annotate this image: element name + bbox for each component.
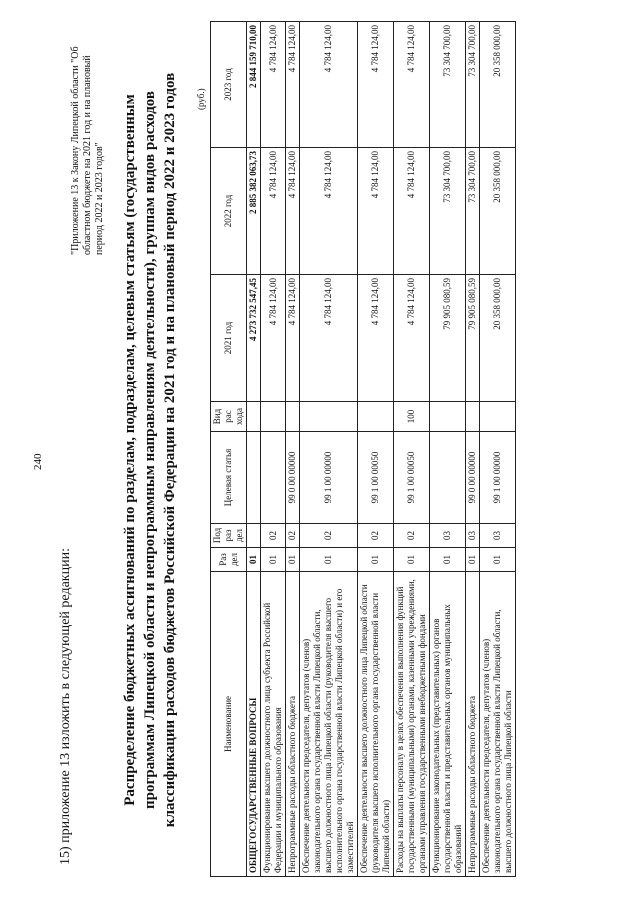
cell-expense-type: 100 xyxy=(394,402,430,432)
cell-target: 99 1 00 00000 xyxy=(300,432,358,524)
cell-name: Функционирование высшего должностного лица субъекта Российской Федерации и муниципального образования xyxy=(261,572,286,877)
cell-expense-type xyxy=(261,402,286,432)
cell-subsection: 02 xyxy=(358,524,394,548)
cell-section: 01 xyxy=(286,548,300,572)
budget-table xyxy=(210,21,516,877)
table-header-row xyxy=(211,22,247,877)
cell-y2022: 4 784 124,00 xyxy=(286,148,300,275)
cell-y2021: 79 905 080,59 xyxy=(466,275,480,402)
cell-y2023: 4 784 124,00 xyxy=(286,22,300,148)
cell-y2023: 4 784 124,00 xyxy=(394,22,430,148)
cell-y2023: 73 304 700,00 xyxy=(466,22,480,148)
table-row xyxy=(247,22,261,877)
cell-subsection xyxy=(247,524,261,548)
appendix-note: "Приложение 13 к Закону Липецкой области "Об областном бюджете на 2021 год и на плановый период 2022 и 2023 годов" xyxy=(70,46,105,255)
cell-y2021: 20 358 000,00 xyxy=(480,275,516,402)
cell-y2022: 4 784 124,00 xyxy=(261,148,286,275)
cell-name: Расходы на выплаты персоналу в целях обеспечения выполнения функций государственными (муниципальными) органами, казенными учреждениями, органами управления государственными внебюджетными фондами xyxy=(394,572,430,877)
cell-name: Функционирование законодательных (представительных) органов государственной власти и представительных органов муниципальных образований xyxy=(430,572,466,877)
table-row xyxy=(394,22,430,877)
cell-target: 99 1 00 00050 xyxy=(358,432,394,524)
cell-name: Обеспечение деятельности высшего должностного лица Липецкой области (руководителя высшего исполнительного органа государственной власти Липецкой области) xyxy=(358,572,394,877)
cell-section: 01 xyxy=(394,548,430,572)
cell-name: ОБЩЕГОСУДАРСТВЕННЫЕ ВОПРОСЫ xyxy=(247,572,261,877)
cell-expense-type xyxy=(358,402,394,432)
cell-target xyxy=(261,432,286,524)
cell-y2022: 2 885 382 063,73 xyxy=(247,148,261,275)
table-row xyxy=(480,22,516,877)
table-row xyxy=(261,22,286,877)
page-number: 240 xyxy=(32,453,44,470)
header-target: Целевая статья xyxy=(211,432,247,524)
cell-subsection: 02 xyxy=(394,524,430,548)
cell-y2022: 4 784 124,00 xyxy=(394,148,430,275)
cell-name: Обеспечение деятельности председателя, депутатов (членов) законодательного органа государственной власти Липецкой области, высшего должностного лица Липецкой области xyxy=(480,572,516,877)
cell-y2021: 4 784 124,00 xyxy=(286,275,300,402)
cell-target xyxy=(430,432,466,524)
cell-expense-type xyxy=(286,402,300,432)
cell-expense-type xyxy=(466,402,480,432)
cell-y2023: 20 358 000,00 xyxy=(480,22,516,148)
cell-expense-type xyxy=(480,402,516,432)
cell-target xyxy=(247,432,261,524)
cell-subsection: 02 xyxy=(300,524,358,548)
cell-section: 01 xyxy=(480,548,516,572)
unit-label: (руб.) xyxy=(196,88,206,110)
cell-y2022: 73 304 700,00 xyxy=(466,148,480,275)
cell-name: Непрограммные расходы областного бюджета xyxy=(466,572,480,877)
cell-y2021: 4 273 732 547,45 xyxy=(247,275,261,402)
header-2022: 2022 год xyxy=(211,148,247,275)
table-row xyxy=(358,22,394,877)
cell-expense-type xyxy=(247,402,261,432)
cell-section: 01 xyxy=(300,548,358,572)
cell-section: 01 xyxy=(261,548,286,572)
cell-section: 01 xyxy=(466,548,480,572)
header-subsection: Под раз дел xyxy=(211,524,247,548)
cell-y2023: 2 844 159 710,00 xyxy=(247,22,261,148)
header-2021: 2021 год xyxy=(211,275,247,402)
cell-target: 99 1 00 00000 xyxy=(480,432,516,524)
cell-y2022: 73 304 700,00 xyxy=(430,148,466,275)
cell-y2022: 20 358 000,00 xyxy=(480,148,516,275)
cell-y2021: 4 784 124,00 xyxy=(300,275,358,402)
cell-section: 01 xyxy=(247,548,261,572)
cell-y2021: 4 784 124,00 xyxy=(358,275,394,402)
table-row xyxy=(300,22,358,877)
cell-name: Обеспечение деятельности председателя, депутатов (членов) законодательного органа государственной власти Липецкой области, высшего должностного лица Липецкой области (руководителя высшего исполнительного органа государственной власти Липецкой области) и его заместителей xyxy=(300,572,358,877)
page-title: Распределение бюджетных ассигнований по разделам, подразделам, целевым статьям (государственным программам Липецкой области и непрограммным направлениям деятельности), группам видов расходов классификации расходов бюджетов Российской Федерации на 2021 год и на плановый период 2022 и 2023 годов xyxy=(122,72,178,828)
cell-expense-type xyxy=(430,402,466,432)
header-name: Наименование xyxy=(211,572,247,877)
cell-expense-type xyxy=(300,402,358,432)
header-section: Раз дел xyxy=(211,548,247,572)
cell-subsection: 03 xyxy=(430,524,466,548)
cell-y2023: 4 784 124,00 xyxy=(261,22,286,148)
cell-subsection: 02 xyxy=(286,524,300,548)
cell-y2023: 73 304 700,00 xyxy=(430,22,466,148)
table-row xyxy=(430,22,466,877)
cell-subsection: 03 xyxy=(466,524,480,548)
cell-y2022: 4 784 124,00 xyxy=(358,148,394,275)
cell-y2021: 79 905 080,59 xyxy=(430,275,466,402)
header-expense-type: Вид рас хода xyxy=(211,402,247,432)
cell-y2021: 4 784 124,00 xyxy=(261,275,286,402)
cell-section: 01 xyxy=(430,548,466,572)
intro-text: 15) приложение 13 изложить в следующей редакции: xyxy=(58,548,73,865)
cell-subsection: 02 xyxy=(261,524,286,548)
cell-target: 99 0 00 00000 xyxy=(466,432,480,524)
cell-target: 99 1 00 00050 xyxy=(394,432,430,524)
table-row xyxy=(466,22,480,877)
table-body xyxy=(247,22,516,877)
cell-subsection: 03 xyxy=(480,524,516,548)
cell-y2023: 4 784 124,00 xyxy=(300,22,358,148)
cell-y2022: 4 784 124,00 xyxy=(300,148,358,275)
cell-name: Непрограммные расходы областного бюджета xyxy=(286,572,300,877)
table-row xyxy=(286,22,300,877)
cell-section: 01 xyxy=(358,548,394,572)
cell-y2023: 4 784 124,00 xyxy=(358,22,394,148)
header-2023: 2023 год xyxy=(211,22,247,148)
cell-target: 99 0 00 00000 xyxy=(286,432,300,524)
cell-y2021: 4 784 124,00 xyxy=(394,275,430,402)
